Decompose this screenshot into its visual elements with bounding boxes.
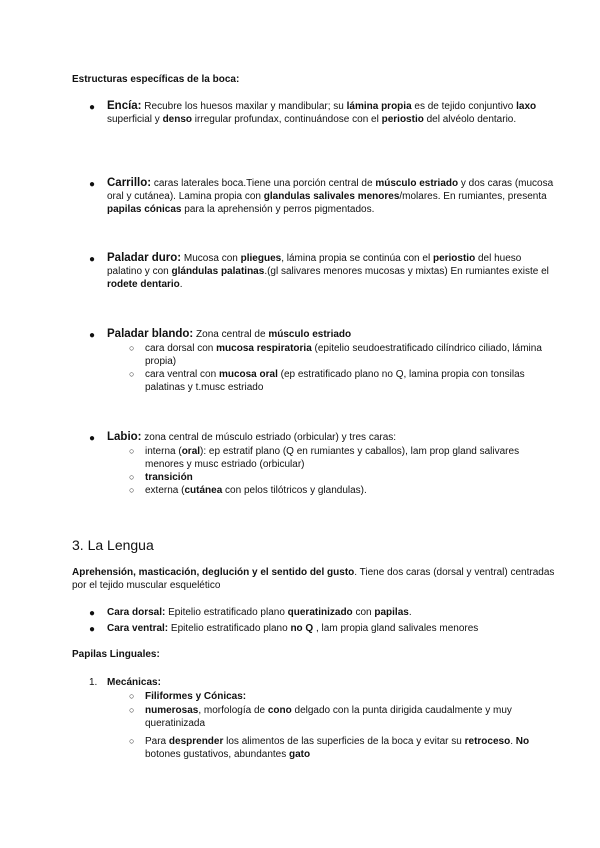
bold-text: no Q	[290, 623, 314, 634]
list-item-cara-ventral	[107, 622, 557, 635]
text: los alimentos de las superficies de la boca y evitar su	[223, 736, 465, 747]
text: interna (	[145, 446, 182, 457]
text: y dos caras (mucosa oral y cutánea). Lamina propia con	[107, 178, 554, 202]
bold-text: retroceso	[464, 736, 511, 747]
bold-text: cono	[267, 705, 292, 716]
bullet: ●	[89, 330, 96, 341]
bold-text: músculo estriado	[268, 329, 352, 340]
item-heading: Paladar duro:	[107, 252, 182, 264]
bold-text: glándulas palatinas	[171, 266, 265, 277]
text: Epitelio estratificado plano	[168, 623, 291, 634]
text: con pelos tilótricos y glandulas).	[222, 485, 367, 496]
sub-item-externa	[145, 484, 555, 497]
sub-item-numerosas	[145, 704, 555, 730]
list-item-cara-dorsal	[107, 606, 557, 619]
bullet: ●	[89, 608, 96, 619]
sub-bullet: ○	[129, 369, 135, 379]
section-title-lengua: 3. La Lengua	[72, 537, 154, 553]
text: . Tiene dos caras (dorsal y ventral) centradas por el tejido muscular esquelético	[72, 567, 555, 591]
item-heading: Paladar blando:	[107, 328, 194, 340]
bold-text: rodete dentario	[107, 279, 180, 290]
section-heading-boca: Estructuras específicas de la boca:	[72, 74, 240, 85]
text: cara ventral con	[145, 369, 219, 380]
item-heading: Carrillo:	[107, 177, 152, 189]
section-heading-papilas: Papilas Linguales:	[72, 649, 160, 660]
item-heading: Encía:	[107, 100, 142, 112]
bold-text: mucosa respiratoria	[216, 343, 312, 354]
item-heading: Labio:	[107, 431, 142, 443]
bold-text: periostio	[432, 253, 476, 264]
text: zona central de músculo estriado (orbicular) y tres caras:	[141, 432, 397, 443]
text: del hueso palatino y con	[107, 253, 522, 277]
bold-text: oral	[181, 446, 201, 457]
bold-text: Cara dorsal:	[107, 607, 166, 618]
sub-item-interna	[145, 445, 555, 471]
bold-text: denso	[162, 114, 193, 125]
text: del alvéolo dentario.	[423, 114, 517, 125]
text: es de tejido conjuntivo	[411, 101, 517, 112]
text: Epitelio estratificado plano	[165, 607, 288, 618]
list-item-paladar-blando	[107, 328, 557, 341]
text: Recubre los huesos maxilar y mandibular; su	[141, 101, 347, 112]
text: caras laterales boca.Tiene una porción central de	[151, 178, 376, 189]
bold-text: Cara ventral:	[107, 623, 169, 634]
bullet: ●	[89, 254, 96, 265]
text: , morfología de	[198, 705, 268, 716]
bold-text: desprender	[168, 736, 224, 747]
bold-text: transición	[145, 472, 193, 483]
sub-bullet: ○	[129, 691, 135, 701]
bold-text: laxo	[516, 101, 537, 112]
text: .	[408, 607, 412, 618]
bullet: ●	[89, 179, 96, 190]
text: (ep estratificado plano no Q, lamina propia con tonsilas palatinas y t.musc estriado	[145, 369, 525, 393]
bold-text: numerosas	[145, 705, 199, 716]
sub-bullet: ○	[129, 705, 135, 715]
text: superficial y	[107, 114, 163, 125]
text: , lámina propia se continúa con el	[281, 253, 433, 264]
bold-text: Aprehensión, masticación, deglución y el sentido del gusto	[72, 567, 355, 578]
bold-text: mucosa oral	[218, 369, 278, 380]
bullet: ●	[89, 102, 96, 113]
bold-text: papilas	[374, 607, 409, 618]
text: Zona central de	[193, 329, 269, 340]
text: .	[179, 279, 183, 290]
text: .	[510, 736, 516, 747]
bullet: ●	[89, 624, 96, 635]
text: .(gl salivares menores mucosas y mixtas) En rumiantes existe el	[264, 266, 549, 277]
text: Mucosa con	[181, 253, 241, 264]
bold-text: periostio	[381, 114, 424, 125]
bold-text: No	[515, 736, 530, 747]
sub-bullet: ○	[129, 446, 135, 456]
text: delgado con la punta dirigida caudalmente y muy queratinizada	[145, 705, 512, 729]
sub-bullet: ○	[129, 343, 135, 353]
bold-text: pliegues	[240, 253, 282, 264]
bold-text: queratinizado	[287, 607, 353, 618]
bold-text: papilas cónicas	[107, 204, 182, 215]
bold-text: lámina propia	[346, 101, 412, 112]
sub-item-cara-dorsal	[145, 342, 555, 368]
list-item-encia	[107, 100, 557, 126]
sub-bullet: ○	[129, 472, 135, 482]
text: externa (	[145, 485, 185, 496]
bold-text: cutánea	[184, 485, 223, 496]
sub-item-desprender	[145, 735, 555, 761]
list-item-labio	[107, 431, 557, 444]
list-item-paladar-duro	[107, 252, 557, 291]
bold-text: glandulas salivales menores	[263, 191, 400, 202]
list-number: 1.	[89, 677, 98, 688]
text: para la aprehensión y perros pigmentados.	[181, 204, 375, 215]
sub-item-filiformes: Filiformes y Cónicas:	[145, 691, 247, 702]
text: (epitelio seudoestratificado cilíndrico ciliado, lámina propia)	[145, 343, 542, 367]
bold-text: gato	[289, 749, 311, 760]
text: irregular profundax, continuándose con el	[192, 114, 382, 125]
list-item-carrillo	[107, 177, 557, 216]
text: /molares. En rumiantes, presenta	[399, 191, 547, 202]
text: ): ep estratif plano (Q en rumiantes y caballos), lam prop gland salivares menores y musc estriado (orbicular)	[145, 446, 520, 470]
text: botones gustativos, abundantes	[145, 749, 289, 760]
text: cara dorsal con	[145, 343, 217, 354]
text: Para	[145, 736, 169, 747]
sub-bullet: ○	[129, 736, 135, 746]
bold-text: músculo estriado	[375, 178, 459, 189]
sub-item-cara-ventral	[145, 368, 555, 394]
sub-item-transicion	[145, 471, 555, 484]
text: con	[352, 607, 375, 618]
paragraph-lengua-intro	[72, 566, 562, 592]
list-item-mecanicas: Mecánicas:	[107, 677, 161, 688]
sub-bullet: ○	[129, 485, 135, 495]
text: , lam propia gland salivales menores	[313, 623, 479, 634]
bullet: ●	[89, 433, 96, 444]
